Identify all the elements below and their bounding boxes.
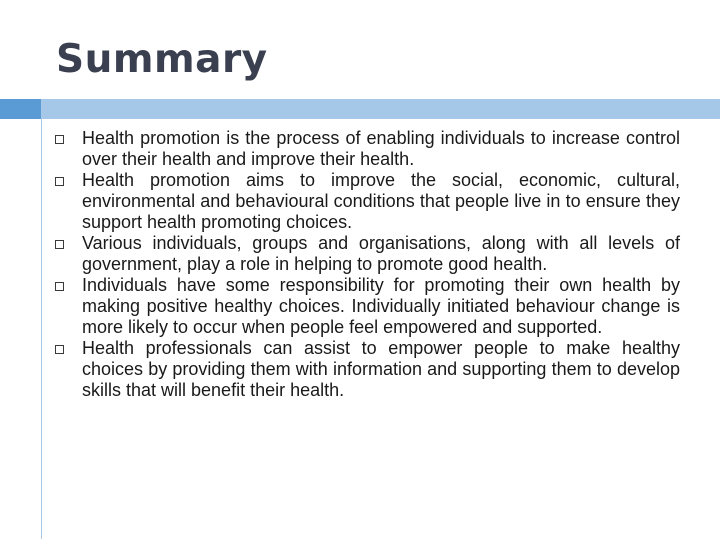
bullet-item: [52, 233, 680, 275]
bullet-item: [52, 275, 680, 338]
summary-bullet-list: [52, 128, 680, 401]
bullet-text: Individuals have some responsibility for promoting their own health by making positive healthy choices. Individually initiated behaviour change is more likely to occur when people feel empowered and supported.: [82, 275, 680, 337]
bullet-item: [52, 338, 680, 401]
hollow-square-bullet-icon: [55, 177, 64, 186]
hollow-square-bullet-icon: [55, 240, 64, 249]
bullet-text: Health promotion aims to improve the social, economic, cultural, environmental and behavioural conditions that people live in to ensure they support health promoting choices.: [82, 170, 680, 232]
title-rule-bar: [41, 99, 720, 119]
title-rule-accent: [0, 99, 41, 119]
hollow-square-bullet-icon: [55, 345, 64, 354]
hollow-square-bullet-icon: [55, 135, 64, 144]
bullet-text: Health professionals can assist to empower people to make healthy choices by providing them with information and supporting them to develop skills that will benefit their health.: [82, 338, 680, 400]
bullet-item: [52, 128, 680, 170]
hollow-square-bullet-icon: [55, 282, 64, 291]
bullet-text: Various individuals, groups and organisations, along with all levels of government, play a role in helping to promote good health.: [82, 233, 680, 274]
bullet-text: Health promotion is the process of enabling individuals to increase control over their health and improve their health.: [82, 128, 680, 169]
bullet-item: [52, 170, 680, 233]
left-margin-divider: [41, 99, 42, 539]
slide-title: Summary: [56, 37, 268, 82]
